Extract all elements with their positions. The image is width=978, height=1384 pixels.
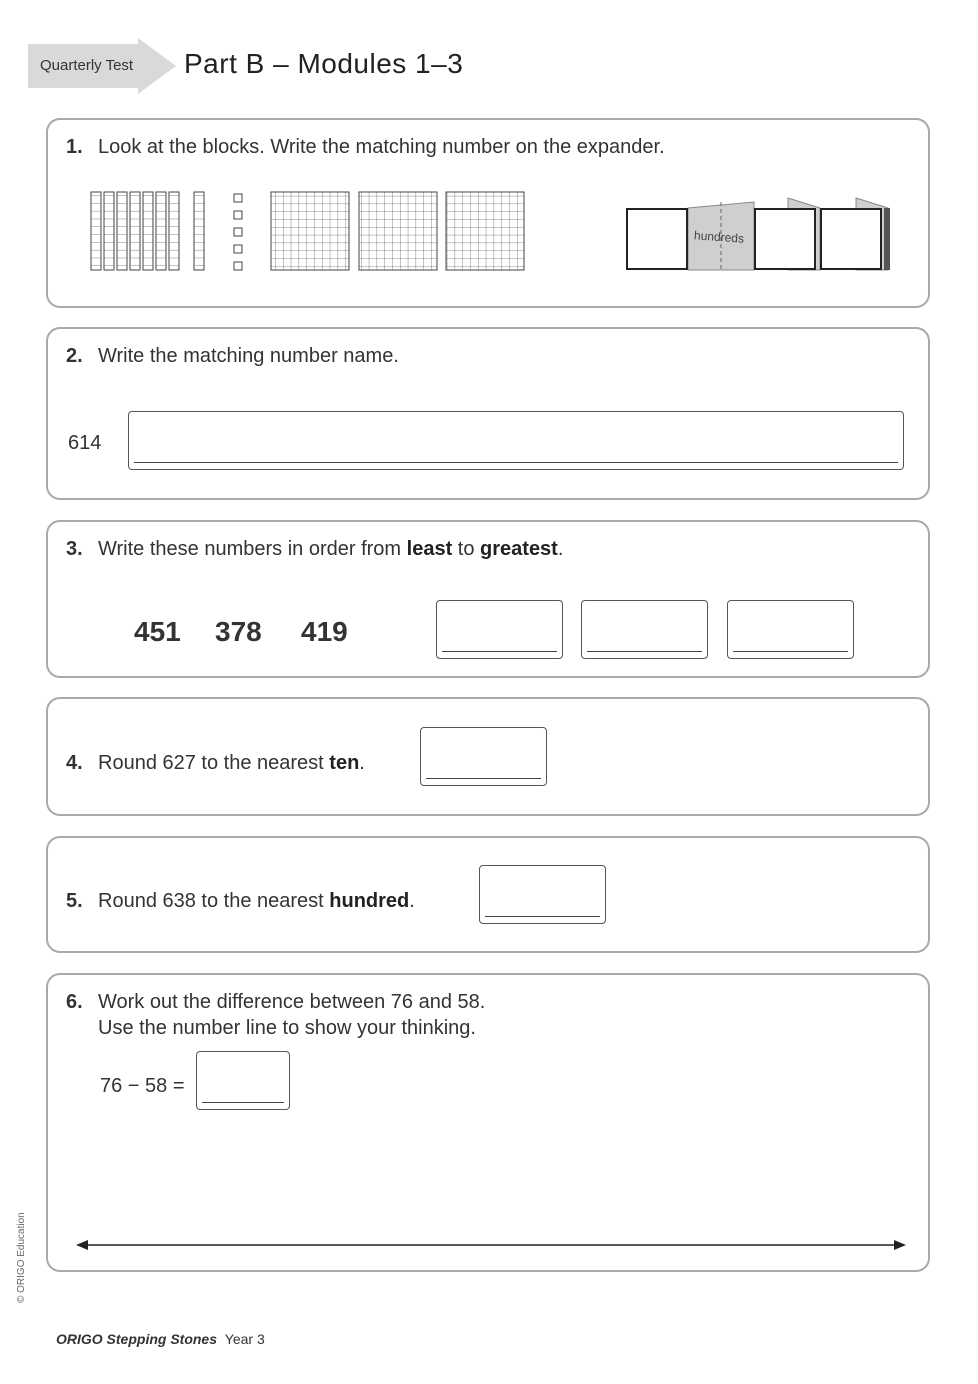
tens-box[interactable] xyxy=(754,208,816,270)
question-3-card xyxy=(46,520,930,678)
round-hundred-answer-box[interactable] xyxy=(479,865,606,924)
question-text: Write these numbers in order from least to greatest. xyxy=(98,538,564,560)
ones-cube xyxy=(234,211,242,219)
given-number: 614 xyxy=(68,432,102,454)
number-line[interactable] xyxy=(72,1235,912,1255)
hundreds-flat xyxy=(446,192,524,270)
question-1-card xyxy=(46,118,930,308)
expander-label: hundreds xyxy=(693,228,745,246)
question-5-card xyxy=(46,836,930,953)
ones-box[interactable] xyxy=(820,208,882,270)
equation: 76 − 58 = xyxy=(100,1075,185,1097)
ones-cube xyxy=(234,228,242,236)
tens-rod xyxy=(130,192,140,270)
question-2-card xyxy=(46,327,930,500)
tens-rod xyxy=(91,192,101,270)
round-ten-answer-box[interactable] xyxy=(420,727,547,786)
question-text: Look at the blocks. Write the matching number on the expander. xyxy=(98,136,665,158)
question-6-card xyxy=(46,973,930,1272)
ones-cubes xyxy=(234,194,242,270)
footer xyxy=(56,1331,265,1347)
brand-name: ORIGO Stepping Stones xyxy=(56,1331,218,1347)
order-answer-box-3[interactable] xyxy=(727,600,854,659)
question-number: 4. xyxy=(66,752,83,774)
difference-answer-box[interactable] xyxy=(196,1051,290,1110)
year-level: Year 3 xyxy=(224,1331,265,1347)
hundreds-flat xyxy=(271,192,349,270)
section-tag xyxy=(28,38,176,94)
copyright-notice: © ORIGO Education xyxy=(16,1212,27,1303)
hundreds-flat xyxy=(359,192,437,270)
left-arrowhead xyxy=(76,1240,88,1250)
tens-rod xyxy=(117,192,127,270)
tens-rod xyxy=(169,192,179,270)
tens-rod xyxy=(156,192,166,270)
number-name-answer-box[interactable] xyxy=(128,411,904,470)
ones-cube xyxy=(234,194,242,202)
order-answer-box-2[interactable] xyxy=(581,600,708,659)
order-answer-box-1[interactable] xyxy=(436,600,563,659)
question-number: 1. xyxy=(66,136,83,158)
hundreds-flats xyxy=(271,192,524,270)
right-arrowhead xyxy=(894,1240,906,1250)
number-item: 419 xyxy=(301,616,348,647)
page-title: Part B – Modules 1–3 xyxy=(184,48,464,79)
number-item: 378 xyxy=(215,616,262,647)
question-text: Round 627 to the nearest ten. xyxy=(98,752,365,774)
tens-rod xyxy=(194,192,204,270)
ones-cube xyxy=(234,245,242,253)
base-ten-blocks xyxy=(88,188,548,278)
question-text-line-1: Work out the difference between 76 and 58. xyxy=(98,991,486,1013)
place-value-expander xyxy=(626,192,896,274)
hundreds-box[interactable] xyxy=(626,208,688,270)
question-text-line-2: Use the number line to show your thinking. xyxy=(98,1017,476,1039)
question-4-card xyxy=(46,697,930,816)
question-number: 2. xyxy=(66,345,83,367)
tens-rod xyxy=(143,192,153,270)
question-text: Round 638 to the nearest hundred. xyxy=(98,890,415,912)
tens-rod xyxy=(104,192,114,270)
question-text: Write the matching number name. xyxy=(98,345,399,367)
question-number: 3. xyxy=(66,538,83,560)
question-number: 6. xyxy=(66,991,83,1013)
question-number: 5. xyxy=(66,890,83,912)
section-tag-label: Quarterly Test xyxy=(40,57,134,74)
number-item: 451 xyxy=(134,616,181,647)
tens-rods xyxy=(91,192,204,270)
ones-cube xyxy=(234,262,242,270)
